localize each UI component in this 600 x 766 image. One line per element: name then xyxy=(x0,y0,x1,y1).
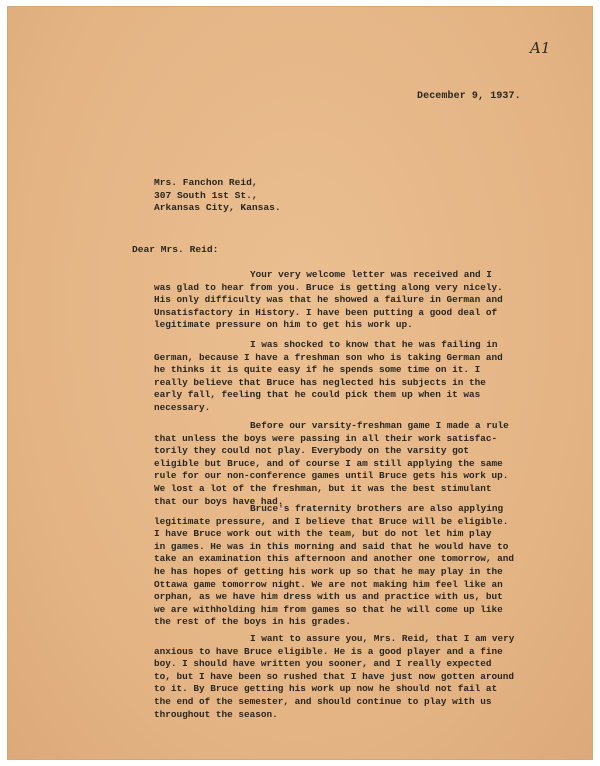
text-line: the rest of the boys in his grades. xyxy=(154,616,351,628)
text-line: throughout the season. xyxy=(154,708,278,720)
text-line: he has hopes of getting his work up so that he may play in the xyxy=(154,565,503,577)
text-line: rule for our non-conference games until Bruce gets his work up. xyxy=(154,470,509,482)
text-line: was glad to hear from you. Bruce is getting along very nicely. xyxy=(154,281,503,293)
text-line: really believe that Bruce has neglected his subjects in the xyxy=(154,376,486,388)
text-line: boy. I should have written you sooner, and I really expected xyxy=(154,658,492,670)
text-line: legitimate pressure, and I believe that Bruce will be eligible. xyxy=(154,515,509,527)
recipient-street: 307 South 1st St., xyxy=(154,189,258,201)
text-line: German, because I have a freshman son who is taking German and xyxy=(154,351,503,363)
letter-date: December 9, 1937. xyxy=(417,91,521,102)
text-line: early fall, feeling that he could pick them up when it was xyxy=(154,389,481,401)
text-line: Your very welcome letter was received and I xyxy=(250,269,492,280)
text-line: His only difficulty was that he showed a failure in German and xyxy=(154,294,503,306)
paragraph-4 xyxy=(154,503,554,629)
text-line: that unless the boys were passing in all their work satisfac- xyxy=(154,432,498,444)
text-line: in games. He was in this morning and said that he would have to xyxy=(154,540,509,552)
recipient-address xyxy=(154,177,281,215)
text-line: orphan, as we have him dress with us and practice with us, but xyxy=(154,591,503,603)
paragraph-3 xyxy=(154,420,554,508)
text-line: I was shocked to know that he was failing in xyxy=(250,339,498,350)
text-line: eligible but Bruce, and of course I am still applying the same xyxy=(154,457,503,469)
text-line: legitimate pressure on him to get his work up. xyxy=(154,319,413,331)
text-line: Before our varsity-freshman game I made a rule xyxy=(250,420,509,431)
text-line: Ottawa game tomorrow night. We are not making him feel like an xyxy=(154,578,503,590)
text-line: he thinks it is quite easy if he spends some time on it. I xyxy=(154,364,481,376)
text-line: that our boys have had. xyxy=(154,495,284,507)
handwritten-annotation: A1 xyxy=(530,39,551,57)
paragraph-2 xyxy=(154,339,554,415)
paragraph-5 xyxy=(154,633,554,721)
text-line: We lost a lot of the freshman, but it was the best stimulant xyxy=(154,482,492,494)
recipient-name: Mrs. Fanchon Reid, xyxy=(154,177,258,188)
text-line: to it. By Bruce getting his work up now he should not fail at xyxy=(154,683,498,695)
text-line: to, but I have been so rushed that I have just now gotten around xyxy=(154,670,515,682)
text-line: Bruce's fraternity brothers are also applying xyxy=(250,503,504,514)
text-line: the end of the semester, and should continue to play with us xyxy=(154,695,492,707)
paragraph-1 xyxy=(154,269,554,332)
text-line: take an examination this afternoon and another one tomorrow, and xyxy=(154,553,515,565)
salutation: Dear Mrs. Reid: xyxy=(132,244,219,255)
text-line: I have Bruce work out with the team, but do not let him play xyxy=(154,528,492,540)
text-line: Unsatisfactory in History. I have been putting a good deal of xyxy=(154,306,498,318)
letter-page xyxy=(8,7,592,759)
text-line: we are withholding him from games so that he will come up like xyxy=(154,603,503,615)
text-line: anxious to have Bruce eligible. He is a good player and a fine xyxy=(154,645,503,657)
text-line: necessary. xyxy=(154,401,211,413)
text-line: torily they could not play. Everybody on the varsity got xyxy=(154,445,470,457)
text-line: I want to assure you, Mrs. Reid, that I am very xyxy=(250,633,515,644)
recipient-city: Arkansas City, Kansas. xyxy=(154,202,281,213)
